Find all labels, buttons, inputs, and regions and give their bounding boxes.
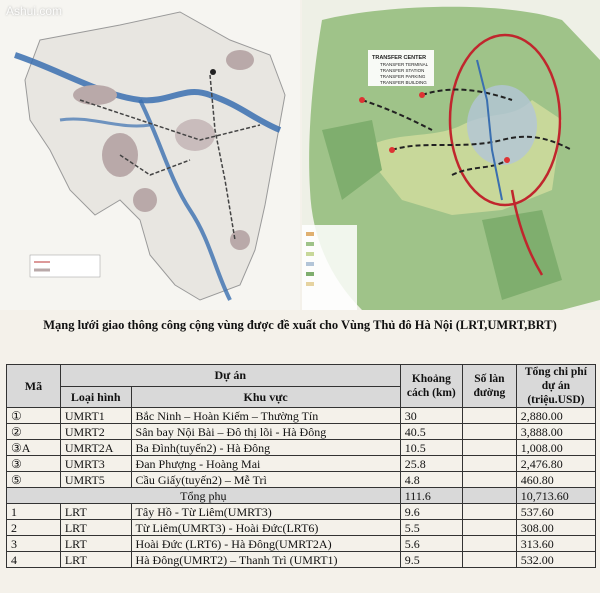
cell-loai-hinh: UMRT5 [60, 472, 131, 488]
cell-chi-phi: 2,880.00 [516, 408, 595, 424]
cell-loai-hinh: UMRT1 [60, 408, 131, 424]
cell-ma: 3 [7, 536, 61, 552]
cell-khoang-cach: 9.6 [400, 504, 462, 520]
table-row [7, 472, 596, 488]
table-row [7, 440, 596, 456]
cell-ma: 2 [7, 520, 61, 536]
cell-so-lan [462, 472, 516, 488]
legend-item-1: TRANSFER TERMINAL [380, 62, 429, 67]
figure-caption: Mạng lưới giao thông công cộng vùng được đề xuất cho Vùng Thủ đô Hà Nội (LRT,UMRT,BRT) [43, 318, 557, 332]
cell-khoang-cach: 30 [400, 408, 462, 424]
cell-so-lan [462, 440, 516, 456]
cell-chi-phi: 532.00 [516, 552, 595, 568]
subtotal-km: 111.6 [400, 488, 462, 504]
subtotal-label: Tổng phụ [7, 488, 401, 504]
cell-khoang-cach: 25.8 [400, 456, 462, 472]
cell-loai-hinh: LRT [60, 552, 131, 568]
legend-item-4: TRANSFER BUILDING [380, 80, 427, 85]
cell-khoang-cach: 40.5 [400, 424, 462, 440]
cell-khoang-cach: 5.6 [400, 536, 462, 552]
cell-ma: ⑤ [7, 472, 61, 488]
header-so-lan-duong: Số làn đường [462, 365, 516, 408]
table-row [7, 536, 596, 552]
cell-loai-hinh: LRT [60, 520, 131, 536]
table-row [7, 552, 596, 568]
watermark: Ashui.com [6, 4, 63, 18]
cell-khu-vuc: Cầu Giấy(tuyến2) – Mễ Trì [131, 472, 400, 488]
cell-khoang-cach: 5.5 [400, 520, 462, 536]
cell-khoang-cach: 9.5 [400, 552, 462, 568]
cell-loai-hinh: UMRT3 [60, 456, 131, 472]
cell-khu-vuc: Ba Đình(tuyến2) - Hà Đông [131, 440, 400, 456]
cell-khu-vuc: Từ Liêm(UMRT3) - Hoài Đức(LRT6) [131, 520, 400, 536]
cell-loai-hinh: LRT [60, 504, 131, 520]
cell-so-lan [462, 536, 516, 552]
cell-khoang-cach: 4.8 [400, 472, 462, 488]
table-row [7, 424, 596, 440]
cell-chi-phi: 308.00 [516, 520, 595, 536]
cell-ma: ③ [7, 456, 61, 472]
transfer-center-map [302, 0, 600, 310]
cell-chi-phi: 537.60 [516, 504, 595, 520]
regional-network-map [0, 0, 300, 310]
cell-chi-phi: 3,888.00 [516, 424, 595, 440]
cell-chi-phi: 313.60 [516, 536, 595, 552]
cell-loai-hinh: UMRT2 [60, 424, 131, 440]
table-row [7, 520, 596, 536]
header-ma: Mã [7, 365, 61, 408]
cell-loai-hinh: UMRT2A [60, 440, 131, 456]
cell-ma: 1 [7, 504, 61, 520]
cell-khu-vuc: Sân bay Nội Bài – Đô thị lõi - Hà Đông [131, 424, 400, 440]
table-row [7, 456, 596, 472]
cell-khoang-cach: 10.5 [400, 440, 462, 456]
cell-so-lan [462, 520, 516, 536]
legend-title: TRANSFER CENTER [372, 55, 427, 61]
cell-khu-vuc: Hà Đông(UMRT2) – Thanh Trì (UMRT1) [131, 552, 400, 568]
header-du-an: Dự án [60, 365, 400, 387]
subtotal-chi-phi: 10,713.60 [516, 488, 595, 504]
cell-khu-vuc: Đan Phượng - Hoàng Mai [131, 456, 400, 472]
cell-khu-vuc: Bắc Ninh – Hoàn Kiếm – Thường Tín [131, 408, 400, 424]
subtotal-row [7, 488, 596, 504]
cell-chi-phi: 1,008.00 [516, 440, 595, 456]
cell-so-lan [462, 456, 516, 472]
table-row [7, 408, 596, 424]
table-row [7, 504, 596, 520]
header-khoang-cach: Khoảng cách (km) [400, 365, 462, 408]
cell-chi-phi: 460.80 [516, 472, 595, 488]
cell-ma: 4 [7, 552, 61, 568]
header-loai-hinh: Loại hình [60, 386, 131, 408]
cell-ma: ① [7, 408, 61, 424]
legend-item-2: TRANSFER STATION [380, 68, 425, 73]
subtotal-lan [462, 488, 516, 504]
header-khu-vuc: Khu vực [131, 386, 400, 408]
header-tong-chi-phi: Tổng chi phí dự án (triệu.USD) [516, 365, 595, 408]
cell-ma: ③A [7, 440, 61, 456]
cell-ma: ② [7, 424, 61, 440]
cell-chi-phi: 2,476.80 [516, 456, 595, 472]
cell-so-lan [462, 552, 516, 568]
cell-so-lan [462, 408, 516, 424]
cell-so-lan [462, 504, 516, 520]
cell-khu-vuc: Hoài Đức (LRT6) - Hà Đông(UMRT2A) [131, 536, 400, 552]
cell-loai-hinh: LRT [60, 536, 131, 552]
legend-item-3: TRANSFER PARKING [380, 74, 426, 79]
cell-so-lan [462, 424, 516, 440]
cell-khu-vuc: Tây Hồ - Từ Liêm(UMRT3) [131, 504, 400, 520]
project-table [6, 364, 596, 568]
